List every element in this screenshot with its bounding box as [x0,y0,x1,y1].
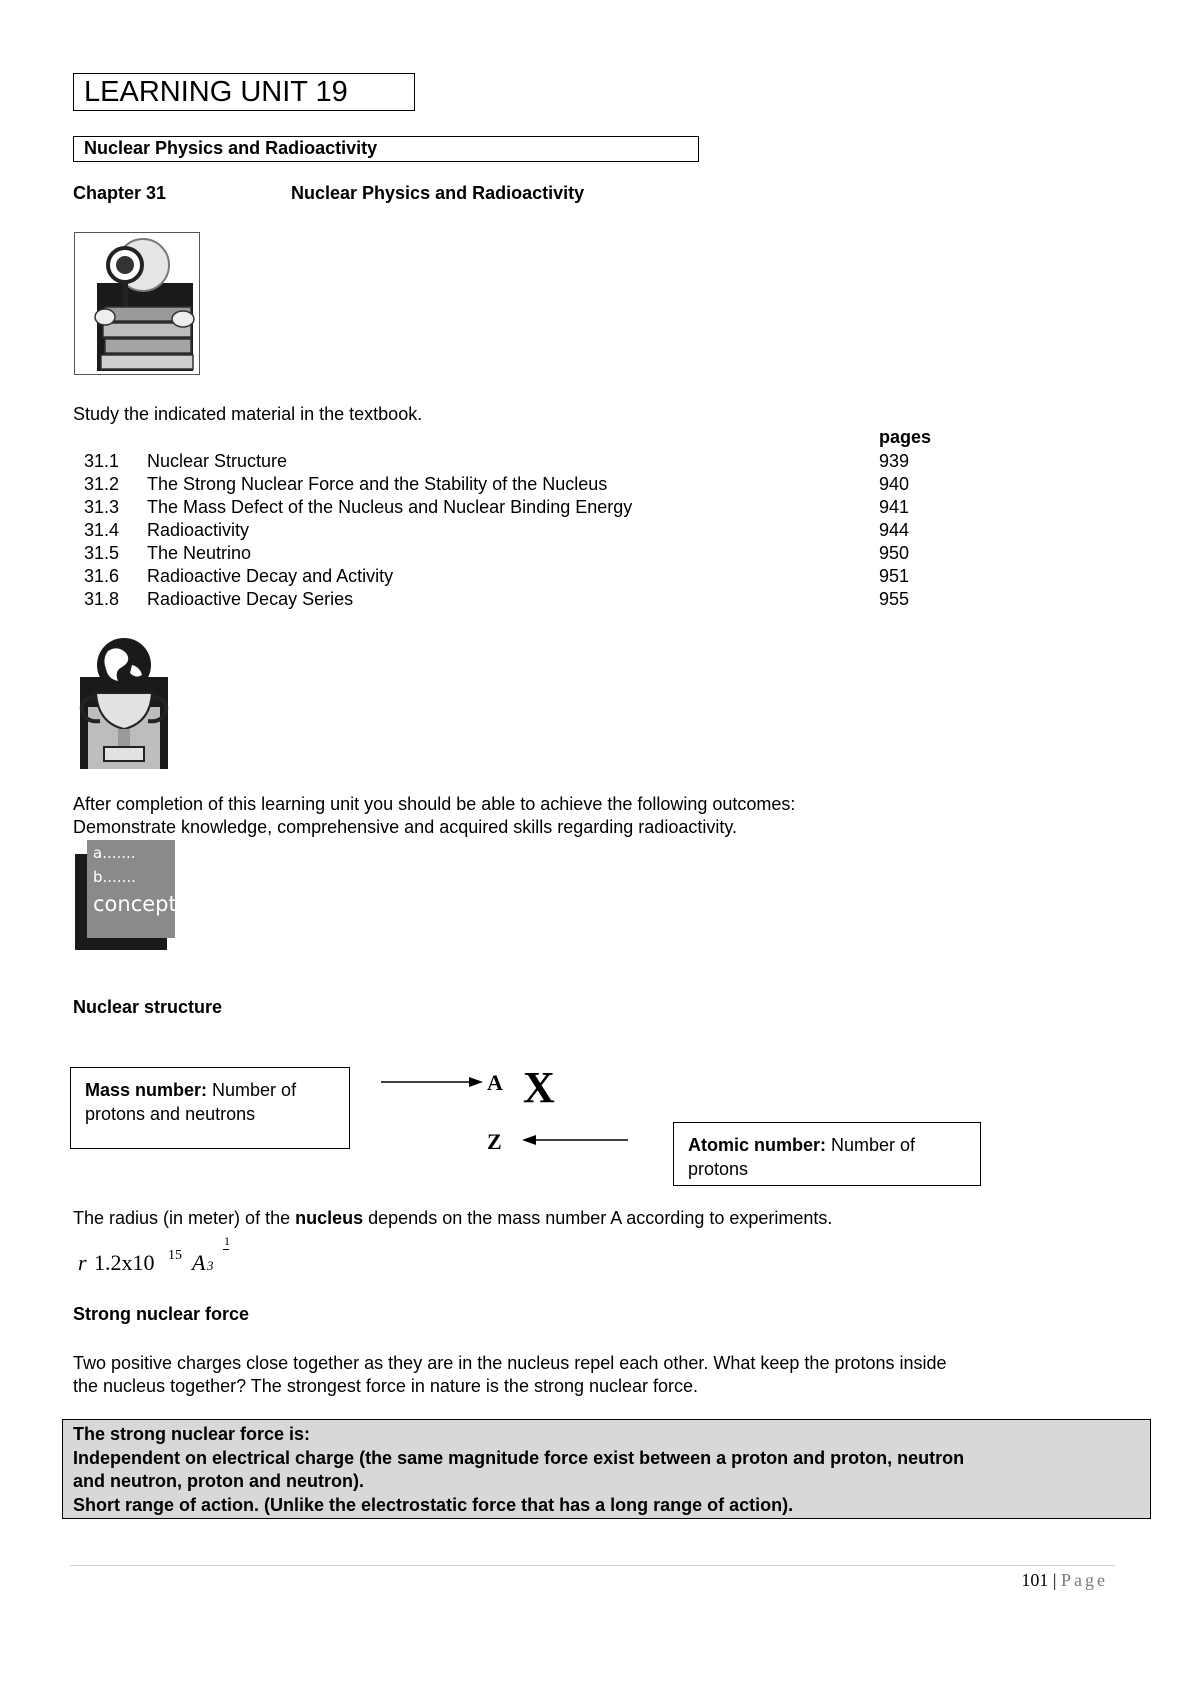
strong-force-heading: Strong nuclear force [73,1304,250,1324]
toc-title: Radioactivity [147,520,250,540]
formula-r: r [78,1250,87,1275]
toc-number: 31.1 [84,451,120,471]
trophy-globe-icon [74,635,174,771]
footer-separator: | [1048,1570,1061,1590]
radius-formula [78,1234,278,1274]
toc-number: 31.2 [84,474,120,494]
element-symbol: X [523,1063,555,1112]
toc-page: 941 [879,497,910,517]
concept-line-b: b....... [93,868,136,886]
chapter-label: Chapter 31 [73,183,167,203]
concept-word: concept [93,892,177,916]
concept-icon [75,840,175,950]
toc-number: 31.5 [84,543,120,563]
toc-row [84,520,934,543]
toc-row [84,474,934,497]
strong-force-para-line2: the nucleus together? The strongest force in nature is the strong nuclear force. [73,1376,699,1396]
toc-page: 940 [879,474,910,494]
outcomes-statement: Demonstrate knowledge, comprehensive and acquired skills regarding radioactivity. [73,817,738,837]
concept-line-a: a....... [93,844,136,862]
mass-number-label: Mass number: [85,1080,208,1100]
toc-number: 31.3 [84,497,120,517]
chapter-title: Nuclear Physics and Radioactivity [291,183,585,203]
toc-number: 31.4 [84,520,120,540]
toc-number: 31.6 [84,566,120,586]
toc-page: 944 [879,520,910,540]
atomic-number-text: Number of protons [688,1135,916,1179]
summary-line: The strong nuclear force is: [73,1424,311,1444]
summary-line: and neutron, proton and neutron). [73,1471,364,1491]
toc-title: Radioactive Decay Series [147,589,354,609]
formula-fraction-bar [223,1249,229,1250]
formula-superscript: 1 [224,1234,230,1248]
formula-subscript: 3 [207,1258,214,1273]
atomic-number-symbol: Z [487,1129,502,1154]
radius-text-post: depends on the mass number A according to experiments. [363,1208,833,1228]
learning-unit-title: LEARNING UNIT 19 [73,73,415,111]
toc-number: 31.8 [84,589,120,609]
toc-page: 955 [879,589,910,609]
toc-title: The Strong Nuclear Force and the Stability of the Nucleus [147,474,608,494]
toc-row [84,543,934,566]
atomic-number-label: Atomic number: [688,1135,827,1155]
toc-row [84,497,934,520]
toc-page: 950 [879,543,910,563]
toc-title: Radioactive Decay and Activity [147,566,394,586]
study-intro: Study the indicated material in the textbook. [73,404,423,424]
radius-text-pre: The radius (in meter) of the [73,1208,296,1228]
mass-number-box [70,1067,350,1149]
toc-row [84,566,934,589]
arrow-to-a-icon [375,1075,485,1089]
study-icon [74,232,200,375]
strong-force-summary-box [62,1419,1151,1519]
formula-exponent: 15 [168,1248,182,1263]
formula-a: A [192,1250,206,1275]
toc-row [84,451,934,474]
mass-number-symbol: A [487,1070,503,1095]
nuclear-structure-heading: Nuclear structure [73,997,223,1017]
toc-title: The Neutrino [147,543,252,563]
strong-force-para-line1: Two positive charges close together as they are in the nucleus repel each other. What keep the protons inside [73,1353,947,1373]
arrow-to-z-icon [520,1133,632,1147]
summary-line: Independent on electrical charge (the same magnitude force exist between a proton and proton, neutron [73,1447,965,1468]
page-number: 101 [1021,1570,1049,1590]
toc-title: The Mass Defect of the Nucleus and Nuclear Binding Energy [147,497,633,517]
footer-divider [70,1565,1115,1566]
mass-number-text: Number of protons and neutrons [85,1080,297,1124]
radius-text-bold: nucleus [295,1208,364,1228]
pages-header: pages [879,427,932,447]
toc-title: Nuclear Structure [147,451,288,471]
unit-subtitle: Nuclear Physics and Radioactivity [73,136,699,162]
outcomes-intro: After completion of this learning unit you should be able to achieve the following outcomes: [73,794,796,814]
toc-row [84,589,934,612]
toc-page: 951 [879,566,910,586]
page-word: Page [1061,1570,1108,1590]
formula-coefficient: 1.2x10 [94,1250,155,1275]
page-footer [1021,1570,1108,1591]
atomic-number-box [673,1122,981,1186]
summary-line: Short range of action. (Unlike the electrostatic force that has a long range of action). [73,1494,794,1515]
radius-sentence [73,1208,832,1229]
toc-page: 939 [879,451,910,471]
